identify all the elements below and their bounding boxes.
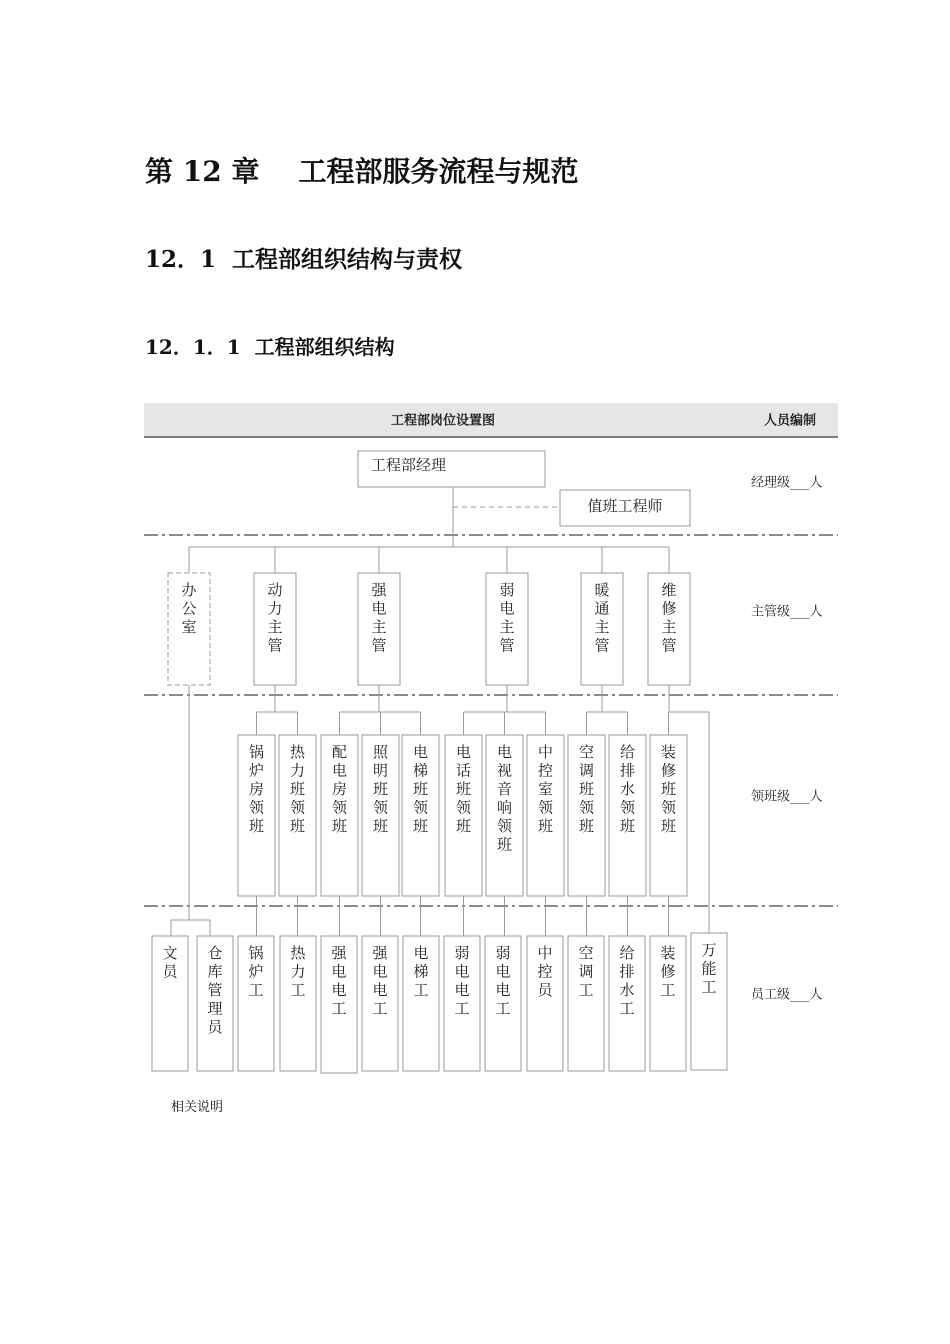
foreman-box-label: 配电房领班 — [331, 743, 348, 835]
supervisor-box — [648, 573, 690, 685]
foreman-box-label: 照明班领班 — [372, 743, 389, 835]
level-label: 主管级___人 — [751, 604, 823, 620]
supervisor-box-label: 办公室 — [181, 581, 197, 636]
foreman-box-label: 给排水领班 — [619, 743, 636, 835]
staff-box-label: 空调工 — [578, 944, 594, 999]
duty-engineer-label: 值班工程师 — [587, 497, 663, 515]
foreman-row — [238, 735, 687, 896]
foreman-box — [402, 735, 439, 896]
supervisor-box — [581, 573, 623, 685]
foreman-box — [650, 735, 687, 896]
staff-box-label: 热力工 — [290, 944, 306, 999]
related-note: 相关说明 — [171, 1100, 224, 1115]
chart-header-staffing: 人员编制 — [763, 413, 817, 429]
foreman-box — [527, 735, 564, 896]
foreman-box — [609, 735, 646, 896]
staff-box-label: 仓库管理员 — [207, 944, 223, 1036]
staff-box — [280, 936, 316, 1071]
level-label: 领班级___人 — [751, 789, 823, 805]
staff-box-label: 装修工 — [660, 944, 676, 999]
manager-label: 工程部经理 — [371, 456, 447, 474]
supervisor-box-label: 动力主管 — [267, 581, 283, 655]
supervisor-box-label: 维修主管 — [661, 581, 677, 655]
staff-box-label: 弱电电工 — [454, 944, 470, 1018]
level-label: 经理级___人 — [751, 475, 823, 491]
staff-box-label: 电梯工 — [413, 944, 429, 999]
staff-box-label: 强电电工 — [372, 944, 388, 1018]
supervisor-box — [254, 573, 296, 685]
staff-box-label: 文员 — [162, 944, 178, 981]
foreman-box-label: 装修班领班 — [660, 743, 677, 835]
staff-box — [568, 936, 604, 1071]
foreman-box-label: 空调班领班 — [578, 743, 595, 835]
staff-box — [691, 933, 727, 1070]
staff-box — [444, 936, 480, 1071]
staff-box — [650, 936, 686, 1071]
staff-box-label: 中控员 — [537, 944, 553, 999]
foreman-box-label: 热力班领班 — [289, 743, 306, 835]
staff-box — [609, 936, 645, 1071]
foreman-box-label: 电视音响领班 — [496, 743, 513, 854]
chart-header-title: 工程部岗位设置图 — [390, 413, 496, 429]
foreman-box — [279, 735, 316, 896]
chapter-title: 第 12 章 工程部服务流程与规范 — [145, 155, 579, 188]
staff-box-label: 万能工 — [701, 941, 717, 996]
section-title: 12．1 工程部组织结构与责权 — [145, 246, 463, 273]
foreman-box — [321, 735, 358, 896]
supervisor-box — [486, 573, 528, 685]
supervisor-box — [358, 573, 400, 685]
staff-box — [362, 936, 398, 1071]
level-labels — [751, 476, 823, 1003]
staff-box — [152, 936, 188, 1071]
foreman-box — [362, 735, 399, 896]
staff-box — [403, 936, 439, 1071]
staff-box-label: 锅炉工 — [248, 944, 264, 999]
supervisor-row — [168, 573, 690, 685]
foreman-box — [568, 735, 605, 896]
foreman-box-label: 电梯班领班 — [412, 743, 429, 835]
staff-row — [152, 933, 727, 1073]
supervisor-box-label: 弱电主管 — [499, 581, 515, 655]
foreman-box — [445, 735, 482, 896]
staff-box — [321, 936, 357, 1073]
foreman-box-label: 锅炉房领班 — [248, 743, 265, 835]
foreman-box — [486, 735, 523, 896]
supervisor-box-label: 暖通主管 — [594, 581, 610, 655]
supervisor-box-label: 强电主管 — [371, 581, 387, 655]
foreman-box-label: 电话班领班 — [455, 743, 472, 835]
staff-box — [485, 936, 521, 1071]
staff-box — [238, 936, 274, 1071]
supervisor-box — [168, 573, 210, 685]
staff-box — [527, 936, 563, 1071]
level-label: 员工级___人 — [751, 987, 823, 1003]
foreman-box-label: 中控室领班 — [537, 743, 554, 835]
staff-box — [197, 936, 233, 1071]
staff-box-label: 给排水工 — [619, 944, 635, 1018]
subsection-title: 12．1．1 工程部组织结构 — [145, 335, 395, 359]
staff-box-label: 弱电电工 — [495, 944, 511, 1018]
staff-box-label: 强电电工 — [331, 944, 347, 1018]
foreman-box — [238, 735, 275, 896]
